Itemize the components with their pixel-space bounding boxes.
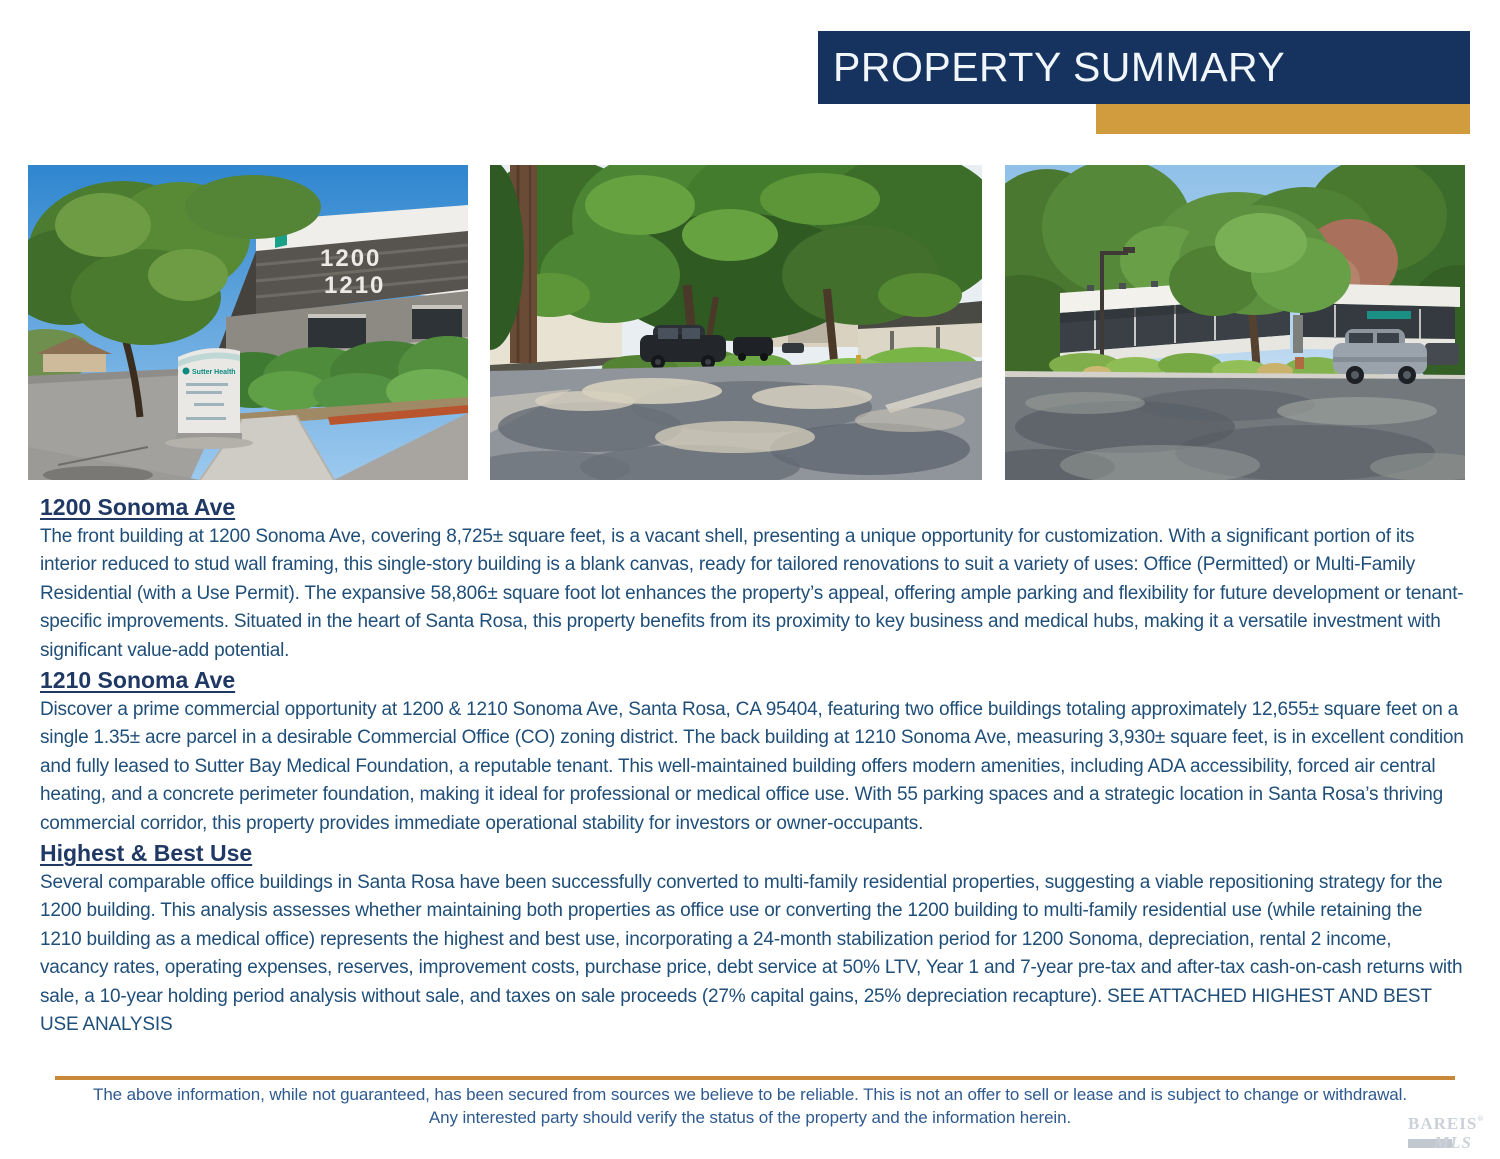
page-title: PROPERTY SUMMARY [833, 44, 1286, 90]
mls-wordmark [1408, 1135, 1494, 1151]
section-heading-1200: 1200 Sonoma Ave [40, 494, 236, 520]
bareis-text: BAREIS [1408, 1114, 1478, 1133]
building-number-1210: 1210 [324, 272, 386, 299]
property-descriptions [40, 492, 1464, 1040]
section-body-1210: Discover a prime commercial opportunity at 1200 & 1210 Sonoma Ave, Santa Rosa, CA 95404, featuring two office buildings totaling approximately 12,655± square feet on a single 1.35± acre parcel in a desirable Commercial Office (CO) zoning district. The back building at 1210 Sonoma Ave, measuring 3,930± square feet, is in excellent condition and fully leased to Sutter Bay Medical Foundation, a reputable tenant. This well-maintained building offers modern amenities, including ADA accessibility, forced air central heating, and a concrete perimeter foundation, making it ideal for professional or medical office use. With 55 parking spaces and a strategic location in Santa Rosa’s thriving commercial corridor, this property provides immediate operational stability for investors or owner-occupants. [40, 699, 1464, 834]
monument-sign [165, 348, 253, 449]
disclaimer [0, 1083, 1500, 1129]
photo-row [28, 165, 1465, 480]
title-banner-accent-bar [1096, 104, 1470, 134]
section-1200-sonoma [40, 492, 1464, 665]
title-banner [818, 31, 1470, 104]
bareis-wordmark [1408, 1114, 1494, 1134]
registered-trademark-symbol: ® [1477, 1114, 1485, 1123]
redwood-trunk [490, 165, 537, 363]
parking-lot [1005, 371, 1465, 480]
section-body-1200: The front building at 1200 Sonoma Ave, covering 8,725± square feet, is a vacant shell, presenting a unique opportunity for customization. With a significant portion of its interior reduced to stud wall framing, this single-story building is a blank canvas, ready for tailored renovations to suit a variety of uses: Office (Permitted) or Multi-Family Residential (with a Use Permit). The expansive 58,806± square foot lot enhances the property’s appeal, offering ample parking and flexibility for future development or tenant-specific improvements. Situated in the heart of Santa Rosa, this property benefits from its proximity to key business and medical hubs, making it a versatile investment with significant value-add potential. [40, 526, 1464, 661]
section-1210-sonoma [40, 665, 1464, 838]
mls-text: MLS [1434, 1133, 1472, 1152]
building-number-1200: 1200 [320, 245, 382, 272]
driveway-asphalt [490, 361, 982, 480]
section-heading-1210: 1210 Sonoma Ave [40, 667, 236, 694]
monument-sign-brand: Sutter Health [192, 369, 236, 376]
tree-canopy [490, 165, 982, 341]
bareis-mls-logo [1408, 1114, 1494, 1156]
rear-building-photo [1005, 165, 1465, 480]
section-highest-best-use [40, 838, 1464, 1039]
footer-divider [55, 1076, 1455, 1080]
section-heading-highest-best-use: Highest & Best Use [40, 840, 253, 867]
section-body-highest-best-use: Several comparable office buildings in Santa Rosa have been successfully converted to multi-family residential properties, suggesting a viable repositioning strategy for the 1200 building. This analysis assesses whether maintaining both properties as office use or converting the 1200 building to multi-family residential use (while retaining the 1210 building as a medical office) represents the highest and best use, incorporating a 24-month stabilization period for 1200 Sonoma, depreciation, rental 2 income, vacancy rates, operating expenses, reserves, improvement costs, purchase price, debt service at 50% LTV, Year 1 and 7-year pre-tax and after-tax cash-on-cash returns with sale, a 10-year holding period analysis without sale, and taxes on sale proceeds (27% capital gains, 25% depreciation recapture). SEE ATTACHED HIGHEST AND BEST USE ANALYSIS [40, 872, 1463, 1036]
disclaimer-line-1: The above information, while not guaranteed, has been secured from sources we believe to be reliable. This is not an offer to sell or lease and is subject to change or withdrawal. [93, 1085, 1407, 1104]
disclaimer-line-2: Any interested party should verify the status of the property and the information herein. [428, 1108, 1072, 1127]
tree-lined-driveway-photo [490, 165, 982, 480]
front-building-photo [28, 165, 468, 480]
